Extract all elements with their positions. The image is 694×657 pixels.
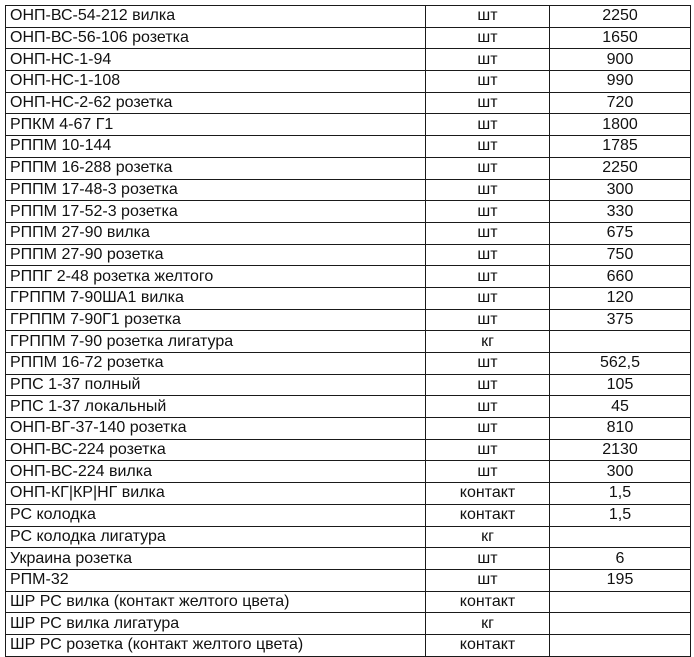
item-name-cell: ОНП-ВГ-37-140 розетка (6, 418, 426, 440)
unit-cell: кг (426, 331, 550, 353)
unit-cell: шт (426, 309, 550, 331)
item-name-cell: РППМ 10-144 (6, 136, 426, 158)
item-name-cell: РППМ 16-288 розетка (6, 157, 426, 179)
quantity-cell: 562,5 (550, 353, 691, 375)
table-row (6, 136, 691, 158)
unit-cell: шт (426, 461, 550, 483)
unit-cell: контакт (426, 591, 550, 613)
quantity-cell: 990 (550, 71, 691, 93)
table-row (6, 569, 691, 591)
quantity-cell: 1800 (550, 114, 691, 136)
quantity-cell: 300 (550, 461, 691, 483)
quantity-cell: 1,5 (550, 483, 691, 505)
quantity-cell: 720 (550, 92, 691, 114)
unit-cell: контакт (426, 504, 550, 526)
item-name-cell: РППМ 16-72 розетка (6, 353, 426, 375)
item-name-cell: ОНП-ВС-54-212 вилка (6, 6, 426, 28)
quantity-cell: 750 (550, 244, 691, 266)
table-row (6, 71, 691, 93)
quantity-cell: 2130 (550, 439, 691, 461)
unit-cell: шт (426, 396, 550, 418)
table-row (6, 49, 691, 71)
table-row (6, 287, 691, 309)
table-row (6, 483, 691, 505)
table-row (6, 331, 691, 353)
table-row (6, 439, 691, 461)
price-table (5, 5, 691, 657)
quantity-cell: 660 (550, 266, 691, 288)
unit-cell: шт (426, 157, 550, 179)
item-name-cell: ШР РС вилка лигатура (6, 613, 426, 635)
item-name-cell: РППМ 17-52-3 розетка (6, 201, 426, 223)
item-name-cell: РППМ 27-90 вилка (6, 222, 426, 244)
unit-cell: шт (426, 569, 550, 591)
item-name-cell: ШР РС розетка (контакт желтого цвета) (6, 634, 426, 656)
item-name-cell: РПМ-32 (6, 569, 426, 591)
item-name-cell: РПС 1-37 полный (6, 374, 426, 396)
item-name-cell: ГРППМ 7-90ША1 вилка (6, 287, 426, 309)
unit-cell: шт (426, 439, 550, 461)
unit-cell: шт (426, 136, 550, 158)
quantity-cell: 105 (550, 374, 691, 396)
unit-cell: шт (426, 201, 550, 223)
unit-cell: контакт (426, 483, 550, 505)
item-name-cell: ОНП-ВС-224 вилка (6, 461, 426, 483)
quantity-cell: 1785 (550, 136, 691, 158)
quantity-cell: 2250 (550, 157, 691, 179)
table-row (6, 27, 691, 49)
quantity-cell: 195 (550, 569, 691, 591)
table-row (6, 374, 691, 396)
unit-cell: шт (426, 27, 550, 49)
quantity-cell: 45 (550, 396, 691, 418)
table-row (6, 114, 691, 136)
item-name-cell: РППГ 2-48 розетка желтого (6, 266, 426, 288)
quantity-cell: 120 (550, 287, 691, 309)
table-row (6, 244, 691, 266)
table-row (6, 613, 691, 635)
table-row (6, 504, 691, 526)
quantity-cell: 300 (550, 179, 691, 201)
item-name-cell: РППМ 27-90 розетка (6, 244, 426, 266)
item-name-cell: РППМ 17-48-3 розетка (6, 179, 426, 201)
item-name-cell: ОНП-НС-2-62 розетка (6, 92, 426, 114)
unit-cell: шт (426, 353, 550, 375)
quantity-cell: 375 (550, 309, 691, 331)
price-table-body (6, 6, 691, 657)
quantity-cell: 675 (550, 222, 691, 244)
item-name-cell: ОНП-КГ|КР|НГ вилка (6, 483, 426, 505)
unit-cell: шт (426, 179, 550, 201)
unit-cell: шт (426, 71, 550, 93)
unit-cell: контакт (426, 634, 550, 656)
item-name-cell: ОНП-НС-1-108 (6, 71, 426, 93)
item-name-cell: РПС 1-37 локальный (6, 396, 426, 418)
quantity-cell: 330 (550, 201, 691, 223)
table-row (6, 396, 691, 418)
unit-cell: шт (426, 418, 550, 440)
unit-cell: кг (426, 613, 550, 635)
quantity-cell (550, 331, 691, 353)
item-name-cell: ГРППМ 7-90 розетка лигатура (6, 331, 426, 353)
table-row (6, 92, 691, 114)
quantity-cell: 1,5 (550, 504, 691, 526)
table-row (6, 309, 691, 331)
quantity-cell: 2250 (550, 6, 691, 28)
table-row (6, 201, 691, 223)
unit-cell: шт (426, 374, 550, 396)
unit-cell: шт (426, 114, 550, 136)
table-row (6, 461, 691, 483)
table-row (6, 418, 691, 440)
quantity-cell: 1650 (550, 27, 691, 49)
item-name-cell: ОНП-НС-1-94 (6, 49, 426, 71)
unit-cell: шт (426, 222, 550, 244)
table-row (6, 157, 691, 179)
item-name-cell: ОНП-ВС-224 розетка (6, 439, 426, 461)
unit-cell: кг (426, 526, 550, 548)
table-row (6, 548, 691, 570)
table-row (6, 634, 691, 656)
unit-cell: шт (426, 6, 550, 28)
quantity-cell: 6 (550, 548, 691, 570)
item-name-cell: РС колодка (6, 504, 426, 526)
item-name-cell: ГРППМ 7-90Г1 розетка (6, 309, 426, 331)
unit-cell: шт (426, 244, 550, 266)
unit-cell: шт (426, 49, 550, 71)
quantity-cell (550, 634, 691, 656)
item-name-cell: ШР РС вилка (контакт желтого цвета) (6, 591, 426, 613)
unit-cell: шт (426, 92, 550, 114)
item-name-cell: РПКМ 4-67 Г1 (6, 114, 426, 136)
table-row (6, 179, 691, 201)
table-row (6, 591, 691, 613)
quantity-cell (550, 526, 691, 548)
quantity-cell (550, 591, 691, 613)
item-name-cell: Украина розетка (6, 548, 426, 570)
unit-cell: шт (426, 266, 550, 288)
table-row (6, 526, 691, 548)
unit-cell: шт (426, 548, 550, 570)
table-row (6, 353, 691, 375)
quantity-cell: 810 (550, 418, 691, 440)
table-row (6, 6, 691, 28)
unit-cell: шт (426, 287, 550, 309)
quantity-cell (550, 613, 691, 635)
item-name-cell: ОНП-ВС-56-106 розетка (6, 27, 426, 49)
table-row (6, 266, 691, 288)
quantity-cell: 900 (550, 49, 691, 71)
item-name-cell: РС колодка лигатура (6, 526, 426, 548)
table-row (6, 222, 691, 244)
